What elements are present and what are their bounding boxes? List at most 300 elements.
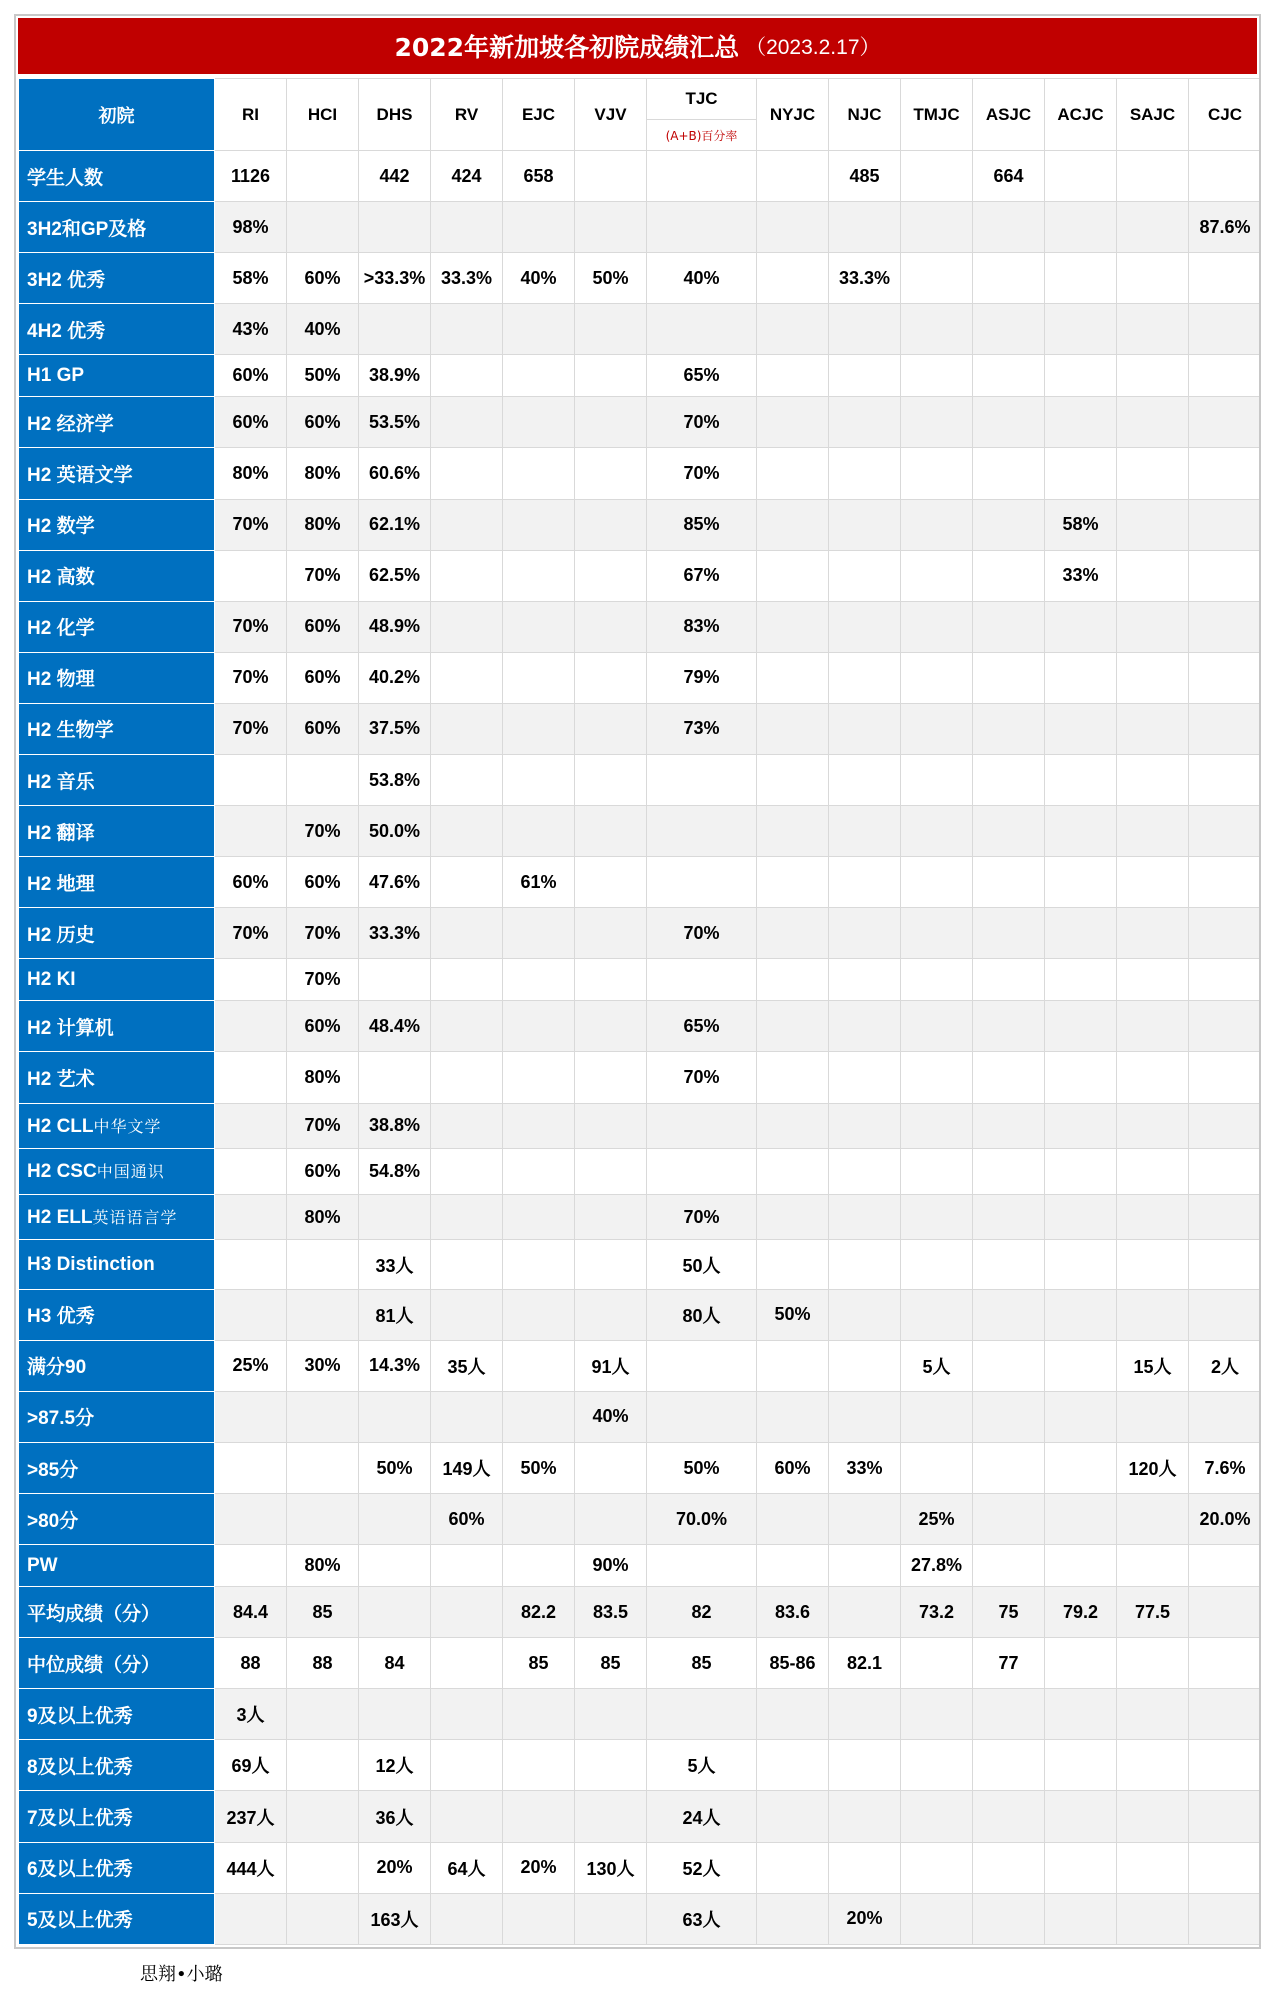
table-row [19, 703, 1262, 754]
table-cell: 80% [215, 448, 287, 499]
table-cell [647, 755, 757, 806]
table-cell [973, 959, 1045, 1001]
table-cell: 70% [215, 703, 287, 754]
table-cell: 25% [215, 1340, 287, 1391]
row-label-text: 8及以上优秀 [27, 1756, 133, 1778]
table-cell [503, 1103, 575, 1149]
table-cell [973, 397, 1045, 448]
table-cell [973, 1052, 1045, 1103]
table-cell [575, 1893, 647, 1944]
table-cell [431, 908, 503, 959]
table-cell [829, 550, 901, 601]
table-cell [1117, 1740, 1189, 1791]
table-row [19, 652, 1262, 703]
table-cell [757, 202, 829, 253]
table-cell [1189, 601, 1262, 652]
row-label [19, 253, 215, 304]
table-cell [575, 601, 647, 652]
table-cell: 664 [973, 151, 1045, 202]
table-cell [757, 1149, 829, 1195]
table-cell [431, 1103, 503, 1149]
table-cell [1117, 151, 1189, 202]
table-cell [829, 703, 901, 754]
table-cell [1189, 550, 1262, 601]
table-cell [973, 355, 1045, 397]
row-label [19, 1791, 215, 1842]
table-cell [1189, 1791, 1262, 1842]
column-header-acjc: ACJC [1045, 79, 1117, 151]
table-cell: 83.6 [757, 1587, 829, 1638]
table-cell: 60% [287, 652, 359, 703]
table-row [19, 1340, 1262, 1391]
table-cell [757, 151, 829, 202]
row-label [19, 1442, 215, 1493]
table-cell: 40.2% [359, 652, 431, 703]
row-label [19, 355, 215, 397]
row-label [19, 202, 215, 253]
table-cell [575, 703, 647, 754]
table-cell [829, 304, 901, 355]
table-cell [1045, 1494, 1117, 1545]
table-row [19, 1545, 1262, 1587]
table-row [19, 601, 1262, 652]
table-row [19, 202, 1262, 253]
table-cell [757, 448, 829, 499]
table-cell: 60% [287, 397, 359, 448]
table-cell [973, 1740, 1045, 1791]
table-cell [215, 550, 287, 601]
table-cell [973, 1340, 1045, 1391]
table-cell [829, 755, 901, 806]
table-cell [1045, 1638, 1117, 1689]
row-label-text: PW [27, 1554, 58, 1576]
row-label-text: 6及以上优秀 [27, 1859, 133, 1881]
table-cell: 85% [647, 499, 757, 550]
table-row [19, 1494, 1262, 1545]
table-cell [1045, 448, 1117, 499]
table-cell [1189, 253, 1262, 304]
table-cell [973, 1240, 1045, 1289]
table-cell [503, 1240, 575, 1289]
table-cell: 65% [647, 1001, 757, 1052]
table-cell [901, 1001, 973, 1052]
table-cell [215, 1052, 287, 1103]
table-cell [1189, 652, 1262, 703]
table-cell [431, 1289, 503, 1340]
table-cell [431, 755, 503, 806]
table-cell [1189, 1240, 1262, 1289]
table-cell [1117, 959, 1189, 1001]
table-cell [829, 1149, 901, 1195]
table-cell [973, 1791, 1045, 1842]
table-cell [829, 1052, 901, 1103]
table-cell [1189, 755, 1262, 806]
table-row [19, 1149, 1262, 1195]
table-cell: 30% [287, 1340, 359, 1391]
table-cell: 82.2 [503, 1587, 575, 1638]
table-cell [431, 1893, 503, 1944]
table-cell [575, 1194, 647, 1240]
table-cell [359, 304, 431, 355]
table-cell [1117, 1052, 1189, 1103]
table-cell [1189, 959, 1262, 1001]
table-cell [287, 1740, 359, 1791]
table-cell [215, 1391, 287, 1442]
row-label-text: H2 音乐 [27, 771, 95, 793]
table-cell [503, 959, 575, 1001]
table-cell [1045, 1740, 1117, 1791]
table-cell [503, 652, 575, 703]
table-cell [973, 652, 1045, 703]
row-label-text: >85分 [27, 1459, 79, 1481]
table-cell [575, 1052, 647, 1103]
table-row [19, 1103, 1262, 1149]
table-cell [829, 857, 901, 908]
table-cell [1045, 959, 1117, 1001]
table-cell: 24人 [647, 1791, 757, 1842]
footer-credit: 思翔•小璐 [140, 1964, 223, 1985]
table-cell [503, 550, 575, 601]
table-cell [829, 1587, 901, 1638]
table-cell: 90% [575, 1545, 647, 1587]
table-cell [647, 1391, 757, 1442]
row-label-text: H2 化学 [27, 618, 95, 640]
table-cell: 62.5% [359, 550, 431, 601]
table-cell: 52人 [647, 1842, 757, 1893]
row-label [19, 1340, 215, 1391]
table-cell: 48.9% [359, 601, 431, 652]
table-cell [575, 857, 647, 908]
table-cell [757, 1340, 829, 1391]
row-label-text: H2 CLL [27, 1115, 94, 1137]
table-cell [757, 1545, 829, 1587]
table-cell [215, 1893, 287, 1944]
table-cell: 85 [647, 1638, 757, 1689]
table-cell [1189, 857, 1262, 908]
table-cell [829, 1194, 901, 1240]
table-cell [1045, 1842, 1117, 1893]
table-cell: 25% [901, 1494, 973, 1545]
table-cell [1045, 1689, 1117, 1740]
table-cell: 80% [287, 1545, 359, 1587]
table-cell [1045, 1340, 1117, 1391]
table-cell: 1126 [215, 151, 287, 202]
table-cell [1189, 1842, 1262, 1893]
table-cell [829, 1689, 901, 1740]
table-cell: 50% [757, 1289, 829, 1340]
table-cell [575, 755, 647, 806]
column-header-sajc: SAJC [1117, 79, 1189, 151]
table-cell [431, 1689, 503, 1740]
row-label [19, 1893, 215, 1944]
table-cell: 85-86 [757, 1638, 829, 1689]
table-cell: 79% [647, 652, 757, 703]
table-cell [1117, 806, 1189, 857]
table-cell [829, 499, 901, 550]
table-cell [973, 1103, 1045, 1149]
table-cell [901, 857, 973, 908]
corner-header: 初院 [19, 79, 215, 151]
table-cell: 70% [287, 1103, 359, 1149]
table-cell: 80% [287, 499, 359, 550]
table-cell [215, 1545, 287, 1587]
row-label-text: H2 CSC [27, 1161, 97, 1183]
table-cell [1189, 1149, 1262, 1195]
table-cell [647, 202, 757, 253]
table-cell: 20% [359, 1842, 431, 1893]
table-cell [287, 202, 359, 253]
table-cell [431, 703, 503, 754]
row-label [19, 959, 215, 1001]
table-cell [829, 1494, 901, 1545]
table-cell: >33.3% [359, 253, 431, 304]
table-cell [287, 1791, 359, 1842]
table-cell: 82.1 [829, 1638, 901, 1689]
table-cell [215, 1001, 287, 1052]
table-cell [575, 1289, 647, 1340]
table-cell: 82 [647, 1587, 757, 1638]
table-cell [901, 1149, 973, 1195]
table-cell [503, 1545, 575, 1587]
table-cell: 53.5% [359, 397, 431, 448]
table-cell [757, 601, 829, 652]
table-cell [503, 1893, 575, 1944]
table-cell: 61% [503, 857, 575, 908]
row-label-suffix: 中华文学 [93, 1116, 162, 1136]
table-cell: 60% [287, 1001, 359, 1052]
table-cell [359, 1494, 431, 1545]
table-cell: 70% [215, 652, 287, 703]
table-cell [829, 908, 901, 959]
table-cell [973, 1442, 1045, 1493]
table-row [19, 959, 1262, 1001]
table-row [19, 397, 1262, 448]
table-cell: 33.3% [431, 253, 503, 304]
table-cell [503, 1391, 575, 1442]
table-cell [575, 550, 647, 601]
table-cell: 53.8% [359, 755, 431, 806]
table-cell [757, 703, 829, 754]
table-cell [901, 1689, 973, 1740]
table-cell [503, 1740, 575, 1791]
table-cell [359, 1194, 431, 1240]
row-label-text: >80分 [27, 1510, 79, 1532]
table-cell: 54.8% [359, 1149, 431, 1195]
table-cell [647, 1103, 757, 1149]
table-cell [901, 703, 973, 754]
table-cell [901, 1052, 973, 1103]
table-cell [901, 355, 973, 397]
table-cell [1189, 1689, 1262, 1740]
table-cell [901, 1740, 973, 1791]
table-cell [901, 1289, 973, 1340]
table-cell [1189, 1391, 1262, 1442]
table-cell [1045, 1194, 1117, 1240]
table-cell [757, 1740, 829, 1791]
table-cell [1117, 1103, 1189, 1149]
table-cell [1045, 355, 1117, 397]
table-cell [829, 1791, 901, 1842]
table-cell [359, 202, 431, 253]
table-cell: 444人 [215, 1842, 287, 1893]
table-cell: 50% [359, 1442, 431, 1493]
table-cell [359, 1587, 431, 1638]
table-cell: 5人 [901, 1340, 973, 1391]
table-cell [1189, 397, 1262, 448]
table-cell [1045, 1545, 1117, 1587]
table-cell: 163人 [359, 1893, 431, 1944]
table-cell [1117, 499, 1189, 550]
table-cell: 69人 [215, 1740, 287, 1791]
table-cell [1045, 151, 1117, 202]
table-cell [575, 304, 647, 355]
table-cell [215, 959, 287, 1001]
table-cell [1045, 755, 1117, 806]
table-cell [359, 1052, 431, 1103]
table-row [19, 1893, 1262, 1944]
table-cell [359, 1689, 431, 1740]
table-cell [1117, 202, 1189, 253]
table-cell [431, 1240, 503, 1289]
table-cell [901, 806, 973, 857]
table-cell [359, 959, 431, 1001]
row-label-text: 中位成绩（分） [27, 1654, 161, 1676]
table-cell [757, 1494, 829, 1545]
table-cell: 120人 [1117, 1442, 1189, 1493]
table-cell [359, 1545, 431, 1587]
row-label-text: H1 GP [27, 364, 85, 386]
table-cell: 70% [287, 959, 359, 1001]
table-cell [1189, 1103, 1262, 1149]
table-cell: 80人 [647, 1289, 757, 1340]
table-cell [1045, 1149, 1117, 1195]
table-cell: 14.3% [359, 1340, 431, 1391]
table-cell [1189, 703, 1262, 754]
column-header-rv: RV [431, 79, 503, 151]
table-cell [503, 448, 575, 499]
row-label [19, 1494, 215, 1545]
table-cell [503, 755, 575, 806]
table-cell: 33% [829, 1442, 901, 1493]
table-row [19, 755, 1262, 806]
table-cell [757, 1893, 829, 1944]
table-cell [1045, 1791, 1117, 1842]
table-cell: 35人 [431, 1340, 503, 1391]
row-label [19, 601, 215, 652]
table-row [19, 304, 1262, 355]
table-cell [1045, 1391, 1117, 1442]
row-label [19, 1103, 215, 1149]
table-cell: 80% [287, 1052, 359, 1103]
table-cell: 237人 [215, 1791, 287, 1842]
row-label-suffix: 英语语言学 [92, 1208, 178, 1228]
table-cell: 60% [431, 1494, 503, 1545]
table-cell [901, 448, 973, 499]
table-row [19, 151, 1262, 202]
table-cell [1117, 1842, 1189, 1893]
row-label-text: 学生人数 [27, 167, 104, 189]
table-cell: 60% [287, 1149, 359, 1195]
table-cell [431, 202, 503, 253]
table-cell [901, 755, 973, 806]
table-cell [431, 857, 503, 908]
table-cell: 83% [647, 601, 757, 652]
table-cell: 73% [647, 703, 757, 754]
table-row [19, 1442, 1262, 1493]
row-label [19, 1149, 215, 1195]
tjc-header-note: (A+B)百分率 [665, 128, 738, 143]
table-cell [575, 959, 647, 1001]
table-cell [1045, 1240, 1117, 1289]
table-row [19, 1052, 1262, 1103]
table-cell [829, 601, 901, 652]
column-header-nyjc: NYJC [757, 79, 829, 151]
table-cell [901, 304, 973, 355]
table-cell: 33% [1045, 550, 1117, 601]
table-cell [829, 1001, 901, 1052]
table-cell: 60% [287, 601, 359, 652]
table-cell: 70% [215, 499, 287, 550]
table-cell [901, 1442, 973, 1493]
table-cell [431, 1391, 503, 1442]
table-cell [757, 1194, 829, 1240]
table-cell [829, 1391, 901, 1442]
table-cell [503, 703, 575, 754]
table-cell [1045, 397, 1117, 448]
table-cell: 64人 [431, 1842, 503, 1893]
table-cell [1189, 1893, 1262, 1944]
table-cell [1117, 703, 1189, 754]
table-cell [575, 1740, 647, 1791]
table-cell [215, 1442, 287, 1493]
table-cell [973, 1001, 1045, 1052]
column-header-tmjc: TMJC [901, 79, 973, 151]
column-header-asjc: ASJC [973, 79, 1045, 151]
row-label-text: 平均成绩（分） [27, 1603, 161, 1625]
table-cell [757, 1240, 829, 1289]
table-cell [757, 1842, 829, 1893]
table-cell [757, 652, 829, 703]
table-cell [431, 397, 503, 448]
row-label [19, 1194, 215, 1240]
table-cell: 85 [503, 1638, 575, 1689]
table-cell: 37.5% [359, 703, 431, 754]
row-label [19, 755, 215, 806]
row-label [19, 1289, 215, 1340]
table-cell [829, 1340, 901, 1391]
table-cell [647, 1149, 757, 1195]
table-cell [901, 1391, 973, 1442]
table-cell [829, 1842, 901, 1893]
row-label-text: H2 物理 [27, 669, 95, 691]
table-cell [757, 1391, 829, 1442]
table-cell: 70% [647, 1194, 757, 1240]
table-cell [215, 1494, 287, 1545]
table-cell [431, 1791, 503, 1842]
table-cell: 7.6% [1189, 1442, 1262, 1493]
row-label [19, 1842, 215, 1893]
row-label-text: 5及以上优秀 [27, 1910, 133, 1932]
table-cell [431, 1587, 503, 1638]
header-row [19, 79, 1262, 151]
table-row [19, 1240, 1262, 1289]
table-cell [647, 1340, 757, 1391]
table-cell [503, 1494, 575, 1545]
table-cell [1189, 355, 1262, 397]
table-cell [901, 1638, 973, 1689]
table-cell [647, 857, 757, 908]
row-label-text: 满分90 [27, 1357, 87, 1379]
